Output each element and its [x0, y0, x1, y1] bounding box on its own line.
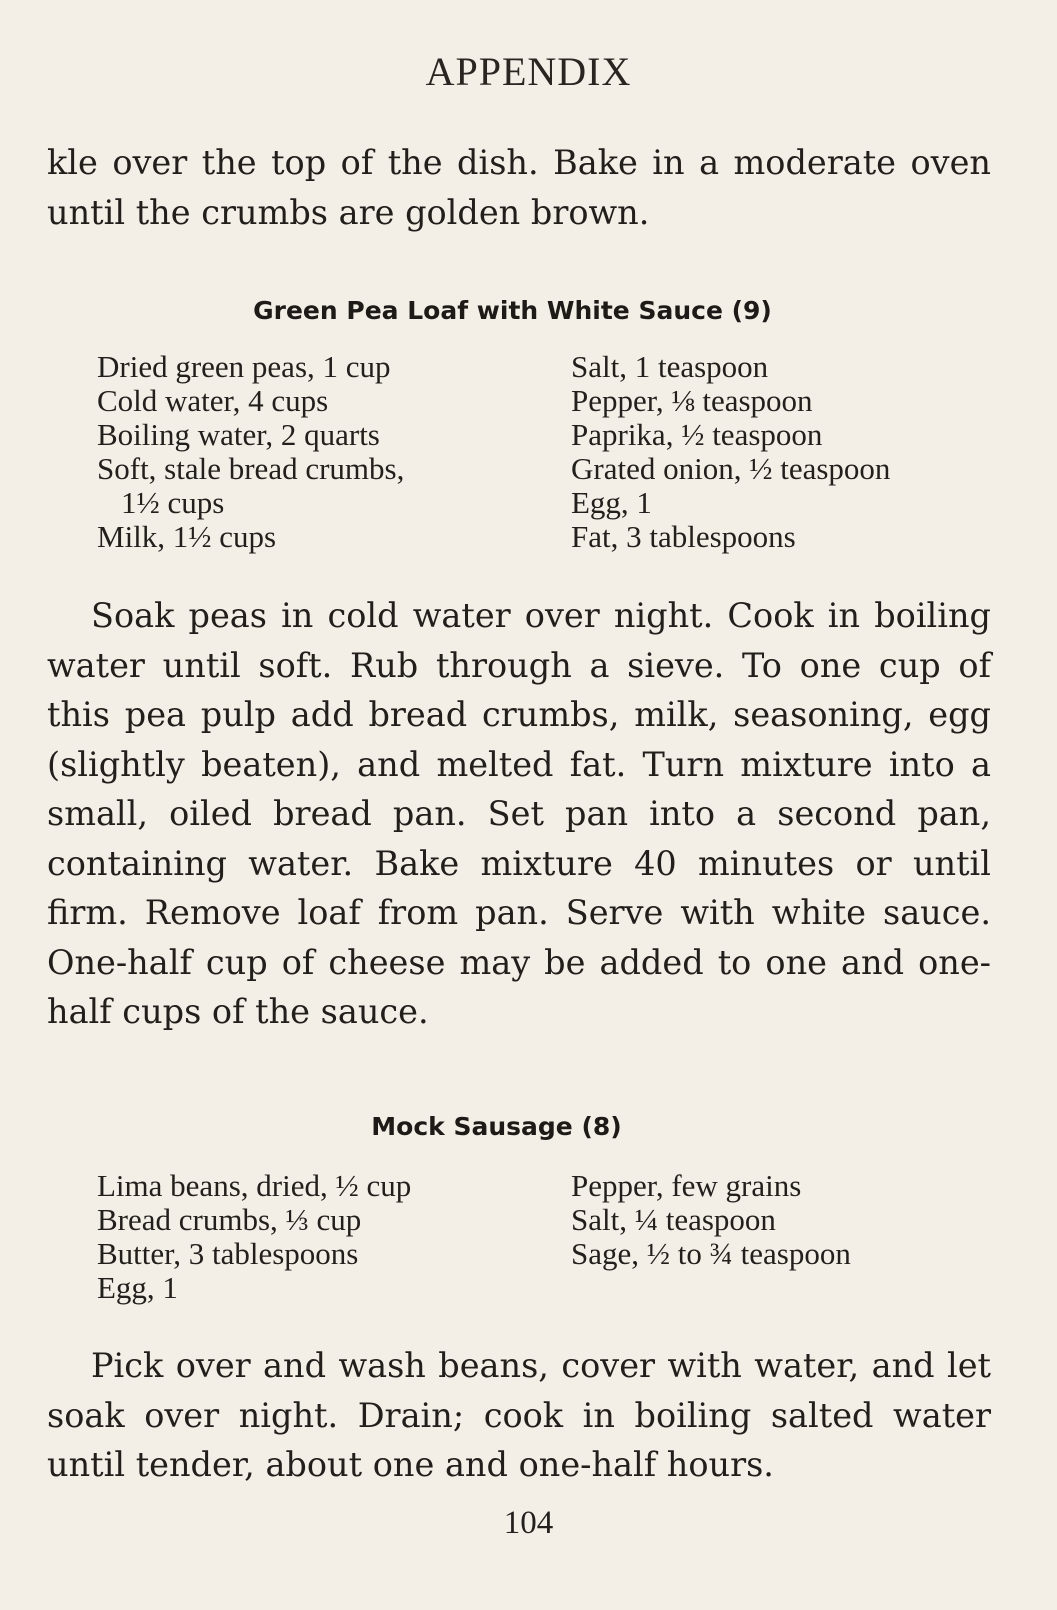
continuation-paragraph: kle over the top of the dish. Bake in a moderate oven until the crumbs are golden brown. [47, 143, 991, 232]
ingredient-item: Boiling water, 2 quarts [97, 417, 380, 452]
ingredient-item: Milk, 1½ cups [97, 519, 277, 554]
ingredient-item: Pepper, few grains [571, 1168, 802, 1203]
recipe-title-green-pea-loaf: Green Pea Loaf with White Sauce (9) [253, 296, 772, 325]
mock-sausage-method-paragraph: Pick over and wash beans, cover with water, and let soak over night. Drain; cook in boiling salted water until tender, about one and one-half hours. [47, 1346, 991, 1484]
recipe-title-mock-sausage: Mock Sausage (8) [371, 1112, 622, 1141]
ingredient-item: Cold water, 4 cups [97, 383, 329, 418]
ingredient-item: Fat, 3 tablespoons [571, 519, 796, 554]
ingredient-item: Salt, 1 teaspoon [571, 349, 769, 384]
ingredient-list-right [571, 350, 890, 554]
ingredient-item: Dried green peas, 1 cup [97, 349, 391, 384]
ingredient-item-continuation: 1½ cups [121, 485, 225, 520]
ingredient-item: Bread crumbs, ⅓ cup [97, 1202, 362, 1237]
ingredient-item: Soft, stale bread crumbs, [97, 451, 405, 486]
ingredient-item: Egg, 1 [571, 485, 652, 520]
ingredient-item: Butter, 3 tablespoons [97, 1236, 359, 1271]
pea-loaf-method-paragraph: Soak peas in cold water over night. Cook in boiling water until soft. Rub through a sieve. To one cup of this pea pulp add bread crumbs, milk, seasoning, egg (slightly beaten), and melted fat. Turn mixture into a small, oiled bread pan. Set pan into a second pan, containing water. Bake mixture 40 minutes or until firm. Remove loaf from pan. Serve with white sauce. One-half cup of cheese may be added to one and one-half cups of the sauce. [47, 596, 991, 1031]
ingredient-item: Salt, ¼ teaspoon [571, 1202, 776, 1237]
ingredient-item: Grated onion, ½ teaspoon [571, 451, 891, 486]
ingredient-item: Lima beans, dried, ½ cup [97, 1168, 412, 1203]
ingredient-item: Paprika, ½ teaspoon [571, 417, 823, 452]
ingredient-list-left [97, 1169, 411, 1305]
ingredient-item: Pepper, ⅛ teaspoon [571, 383, 813, 418]
page-number: 104 [503, 1505, 554, 1541]
ingredient-list-right [571, 1169, 851, 1271]
ingredient-list-left [97, 350, 404, 554]
ingredient-item: Sage, ½ to ¾ teaspoon [571, 1236, 851, 1271]
ingredient-item: Egg, 1 [97, 1270, 178, 1305]
running-head: APPENDIX [425, 49, 632, 94]
